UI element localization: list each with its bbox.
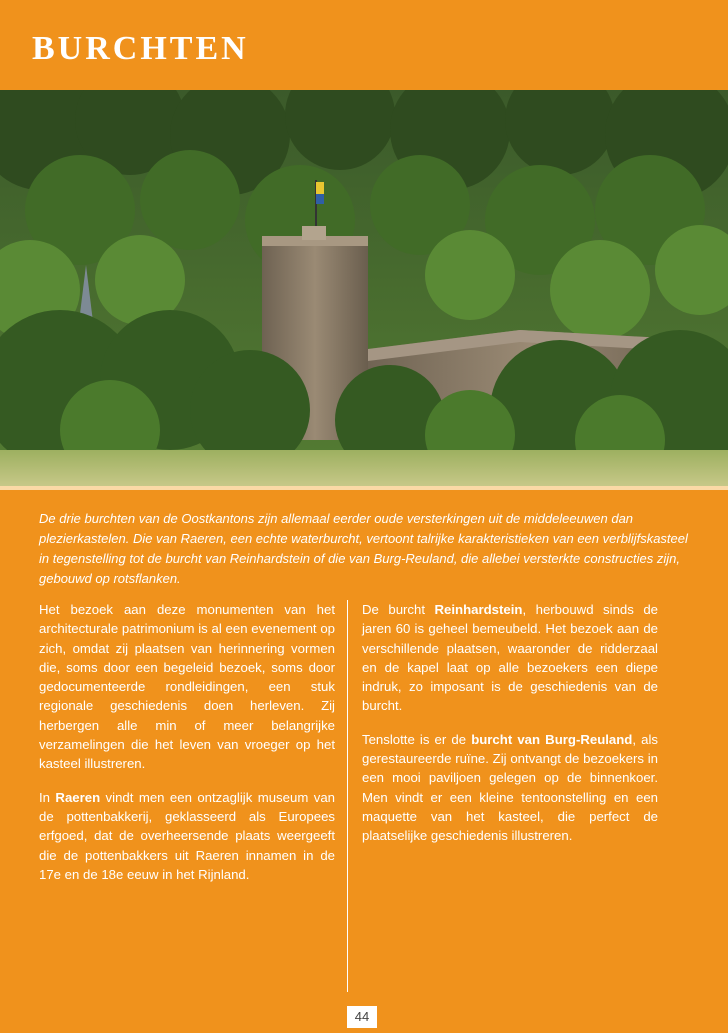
reinhardstein-highlight: Reinhardstein	[434, 602, 523, 617]
intro-text: De drie burchten van de Oostkantons zijn allemaal eerder oude versterkingen uit de middeleeuwen dan plezierkastelen. Die van Raeren, een echte waterburcht, vertoont talrijke karakteristieken van een verblijfskasteel in tegenstelling tot de burcht van Reinhardstein of die van Burg-Reuland, die allebei versterkte constructies zijn, gebouwd op rotsflanken.	[39, 511, 688, 586]
photo-border	[0, 486, 728, 490]
left-paragraph-2: In Raeren vindt men een ontzaglijk museum van de pottenbakkerij, geklasseerd als Europees erfgoed, dat de overheersende plaats weergeeft die de pottenbakkers uit Raeren innamen in de 17e en de 18e eeuw in het Rijnland.	[39, 789, 335, 882]
column-divider	[347, 600, 348, 992]
raeren-highlight: Raeren	[55, 789, 101, 805]
right-paragraph-2: Tenslotte is er de burcht van Burg-Reuland, als gerestaureerde ruïne. Zij ontvangt de bezoekers in een mooi paviljoen gelegen op de binnenkoer. Men vindt er een kleine tentoonstelling en een maquette van het kasteel, die perfect de plaatselijke geschiedenis illustreren.	[362, 731, 659, 844]
page-title: BURCHTEN	[32, 30, 249, 67]
page-number: 44	[347, 1006, 377, 1028]
burg-reuland-highlight: burcht van Burg-Reuland	[471, 731, 633, 747]
right-column	[362, 600, 658, 860]
left-paragraph-1: Het bezoek aan deze monumenten van het architecturale patrimonium is al een evenement op zich, omdat zij plaatsen van herinnering vormen die, soms door een begeleid bezoek, soms door gedocumenteerde rondleidingen, een stuk regionale geschiedenis doen herleven. Zij herbergen alle min of meer belangrijke verzamelingen die het leven van vroeger op het kasteel illustreren.	[39, 602, 335, 772]
castle-illustration	[0, 90, 728, 488]
castle-photo	[0, 90, 728, 488]
left-column	[39, 600, 335, 898]
right-paragraph-1: De burcht Reinhardstein, herbouwd sinds de jaren 60 is geheel bemeubeld. Het bezoek aan de verschillende plaatsen, waaronder de ridderzaal en de kapel laat op alle bezoekers een diepe indruk, zo imposant is de geschiedenis van de burcht.	[362, 602, 658, 714]
